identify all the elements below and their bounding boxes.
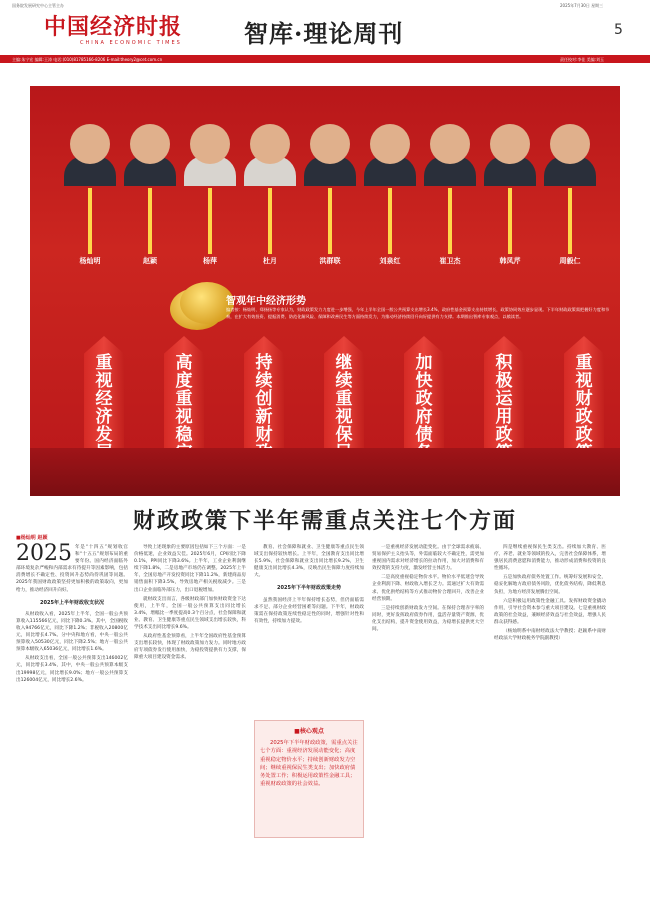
newspaper-logo: 中国经济时报 xyxy=(44,14,183,40)
expert-name: 杨萍 xyxy=(203,257,217,265)
pillar-label: 加快政府债 xyxy=(415,353,433,445)
section-title: 智库·理论周刊 xyxy=(244,19,404,48)
article-column-5: 四是继续重视保民生类支出。持续加大教育、医疗、养老、就业等领域的投入，完善社会保障体系，增强居民消费意愿和消费能力，推动形成消费和投资的良性循环。 五是加快政府债务处置工作。统筹好发展和安全，稳妥化解地方政府债务风险，优化债务结构，降低利息负担，为地方经济发展腾出空间。 六是积极运用政策性金融工具。发挥财政资金撬动作用，引导社会资本参与重大项目建设。七是重视财政政策的社会效益，兼顾经济效益与社会效益，增强人民群众获得感。 （杨灿明系中南财经政法大学教授；赵颖系中南财经政法大学财政税务学院副教授） xyxy=(494,545,606,642)
portrait xyxy=(362,110,418,310)
pillar-label: 继续重视保 xyxy=(335,353,353,445)
page-number: 5 xyxy=(614,22,623,38)
feature-banner xyxy=(30,86,620,496)
core-viewpoint-title: ■核心观点 xyxy=(294,728,324,735)
expert-portraits xyxy=(30,110,620,310)
article-title: 财政政策下半年需重点关注七个方面 xyxy=(132,508,517,534)
editor-note: 编者按：杨灿明、郑扬扬等专家认为，财政政策发力力度进一步增强，今年上半年全国一般公共预算支出增长3.4%，政府性基金预算支出持续增长，政策协同效应逐步显现。下半年财政政策需把握好力度和节奏，在扩大有效投资、提振消费、防范化解风险、保障和改善民生等方面持续发力，为推动经济持续回升向好提供有力支撑。本期推出智库专家观点，以飨读者。 xyxy=(226,307,610,319)
pillar-label: 积极运用政 xyxy=(495,353,513,445)
banner-base xyxy=(30,448,620,496)
issue-date: 2025年7月30日 星期三 xyxy=(560,3,604,8)
face-photo xyxy=(370,124,410,164)
sponsor-line: 国务院发展研究中心主管主办 xyxy=(12,3,64,8)
face-photo xyxy=(490,124,530,164)
expert-name: 杜月 xyxy=(263,257,277,265)
expert-name: 韩凤芹 xyxy=(499,257,521,265)
face-photo xyxy=(550,124,590,164)
newspaper-logo-en: CHINA ECONOMIC TIMES xyxy=(80,40,182,46)
article-column-2: 导致上述现象的主要原因包括如下三个方面：一是价格低迷，企业效益欠佳。2025年6月，CPI同比下降0.1%，PPI同比下降3.6%。上半年，工业企业利润继续下降1.8%，二是房地产市场仍在调整。2025年上半年，全国房地产开发投资同比下降11.2%，新建商品房销售面积下降3.5%，导致房地产相关税收减少。三是出口企业面临外部压力，出口退税增加。 就财政支出而言，各级财政部门加快财政资金下达使用，上半年，全国一般公共预算支出同比增长3.4%，增幅比一季度提高0.3个百分点，社会保障和就业、教育、卫生健康等重点民生领域支出增长较快，科学技术支出同比增长9.6%。 从政府性基金预算看，上半年全国政府性基金预算支出增长较快，体现了财政政策加力发力。同时地方政府专项债券发行使用加快，为稳投资提供有力支撑，保障重大项目建设资金需求。 xyxy=(134,545,246,661)
face-photo xyxy=(190,124,230,164)
proof-info: 责任校对:李佳 美编:刘玉 xyxy=(560,56,604,62)
dropcap: 2025 xyxy=(16,541,72,566)
editor-bar xyxy=(0,55,650,63)
face-photo xyxy=(430,124,470,164)
portrait xyxy=(62,110,118,310)
editor-info: 主编:朱宁宏 编辑:王涛 电话:(010)81785166-8206 E-mail:theory2@cet.com.cn xyxy=(12,56,163,62)
article-column-4: 一是重视经济发展动能变化。由于全球需求疲弱、贸易保护主义抬头等，外需面临较大不确定性，需更加重视国内需求对经济增长的拉动作用，加大对消费和有效投资的支持力度，激发经营主体活力。 二是高度重视稳定物价水平。物价水平低迷会导致企业利润下降、财政收入增长乏力。需通过扩大有效需求、优化供给结构等方式推动物价合理回升，改善企业经营预期。 三是持续创新财政发力空间。在保持合理赤字率的同时，更好发挥政府债券作用，盘活存量资产资源，优化支出结构，提升资金使用效益，为稳增长提供更大空间。 xyxy=(372,545,484,633)
pillar-label: 重视经济发 xyxy=(95,353,113,445)
expert-name: 周毅仁 xyxy=(559,257,581,265)
portrait xyxy=(122,110,178,310)
pillar-label: 高度重视稳 xyxy=(175,353,193,445)
expert-name: 赵颖 xyxy=(143,257,157,265)
portrait xyxy=(302,110,358,310)
author-note: （杨灿明系中南财经政法大学教授；赵颖系中南财经政法大学财政税务学院副教授） xyxy=(494,629,606,642)
core-viewpoint-box xyxy=(254,720,364,838)
portrait xyxy=(482,110,538,310)
subheading: 2025年上半年财政收支状况 xyxy=(40,599,104,606)
expert-name: 刘泉红 xyxy=(379,257,401,265)
face-photo xyxy=(70,124,110,164)
pillar-label: 重视财政政 xyxy=(575,353,593,445)
portrait xyxy=(542,110,598,310)
expert-name: 崔卫杰 xyxy=(439,257,461,265)
article-column-3: 教育、社会保障和就业、卫生健康等重点民生领域支出保持较快增长。上半年，全国教育支出同比增长5.9%，社会保障和就业支出同比增长9.2%，卫生健康支出同比增长4.3%，反映出民生保障力度持续加大。 2025年下半年财政政策走势 虽然我国经济上半年保持增长态势，但仍面临需求不足、部分企业经营困难等问题。下半年，财政政策需在保持政策连续性稳定性的同时，增强针对性和有效性，持续加力提效。 xyxy=(254,545,364,624)
pillar-label: 持续创新财 xyxy=(255,353,273,445)
subheading: 2025年下半年财政政策走势 xyxy=(277,585,341,592)
face-photo xyxy=(310,124,350,164)
expert-name: 洪群联 xyxy=(319,257,341,265)
core-viewpoint-text: 2025年下半年财政政策，需重点关注七个方面：重视经济发展动能变化；高度重视稳定物价水平；持续创新财政发力空间；继续重视保民生类支出；加快政府债务处置工作；积极运用政策性金融工具；重视财政政策的社会效益。 xyxy=(260,740,358,788)
article-column-1: 2025 年是“十四五”规划收官和“十五五”规划布局的重要年份。国内经济面临外部环境复杂严峻和内部需求有待提升等因素影响，包括消费增长不确定性、投资回升态势尚待巩固等问题。2025年我国财政政策坚持更加积极的政策取向，更加给力，推动经济回升向好。 2025年上半年财政收支状况 从财政收入看，2025年上半年，全国一般公共预算收入115566亿元，同比下降0.3%。其中，全国税收收入94766亿元，同比下降1.2%；非税收入20800亿元，同比增长4.7%。分中央和地方看，中央一般公共预算收入50530亿元，同比下降2.5%；地方一般公共预算本级收入65036亿元，同比增长1.6%。 从财政支出看，全国一般公共预算支出146002亿元，同比增长3.4%，其中，中央一般公共预算本级支出19998亿元，同比增长9.0%；地方一般公共预算支出126004亿元，同比增长2.6%。 xyxy=(16,541,128,683)
byline: ■杨灿明 赵颖 xyxy=(16,535,48,541)
portrait xyxy=(182,110,238,310)
face-photo xyxy=(130,124,170,164)
banner-heading: 智观年中经济形势 xyxy=(226,296,306,307)
portrait xyxy=(422,110,478,310)
portrait xyxy=(242,110,298,310)
masthead xyxy=(0,0,650,62)
face-photo xyxy=(250,124,290,164)
expert-name: 杨灿明 xyxy=(79,257,101,265)
